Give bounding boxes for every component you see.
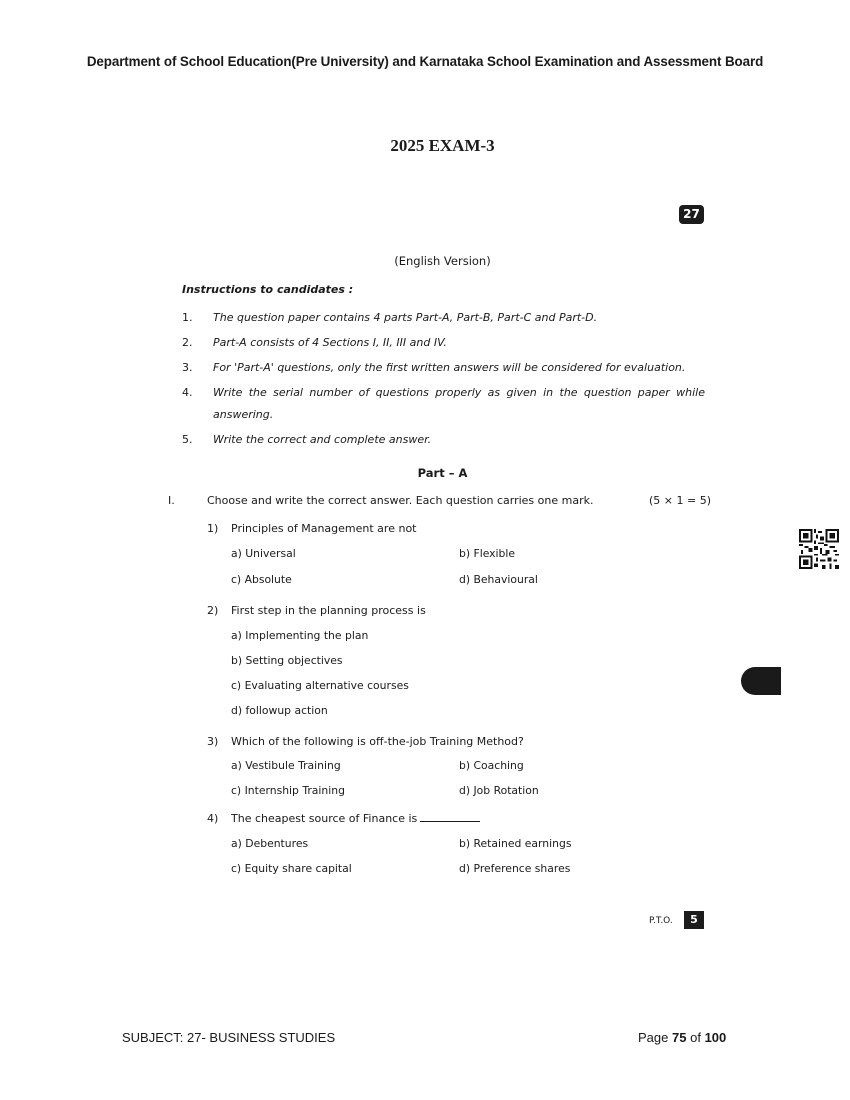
option: d) followup action (231, 704, 328, 717)
question-number: 4) (207, 812, 219, 825)
instruction-text: For 'Part-A' questions, only the first written answers will be considered for evaluation. (213, 361, 686, 374)
page-current: 75 (672, 1030, 687, 1045)
qr-code-icon (799, 529, 839, 569)
option: c) Evaluating alternative courses (231, 679, 409, 692)
option: d) Behavioural (459, 573, 538, 586)
exam-title: 2025 EXAM-3 (390, 136, 495, 155)
side-tab-marker (741, 667, 781, 695)
answer-blank (420, 813, 480, 822)
question-number: 1) (207, 522, 219, 535)
option: b) Setting objectives (231, 654, 343, 667)
section-instruction: Choose and write the correct answer. Each question carries one mark. (207, 494, 594, 507)
footer-page-indicator (638, 1030, 726, 1045)
instruction-number: 1. (182, 311, 193, 324)
page-of: of (690, 1030, 701, 1045)
instruction-number: 2. (182, 336, 193, 349)
question-number: 2) (207, 604, 219, 617)
option: d) Job Rotation (459, 784, 539, 797)
page-number-badge: 5 (684, 911, 704, 929)
question-text-with-blank (231, 812, 480, 825)
instruction-number: 4. (182, 386, 193, 399)
option: a) Implementing the plan (231, 629, 369, 642)
option: a) Vestibule Training (231, 759, 341, 772)
footer-subject: SUBJECT: 27- BUSINESS STUDIES (122, 1030, 336, 1045)
option: a) Debentures (231, 837, 309, 850)
board-header: Department of School Education(Pre University) and Karnataka School Examination and Assessment Board (86, 54, 764, 69)
version-label: (English Version) (394, 254, 491, 268)
instruction-text-continued: answering. (213, 408, 274, 421)
instruction-number: 3. (182, 361, 193, 374)
option: c) Internship Training (231, 784, 345, 797)
question-text: First step in the planning process is (231, 604, 426, 617)
instruction-number: 5. (182, 433, 193, 446)
section-marks: (5 × 1 = 5) (649, 494, 711, 507)
instruction-text: The question paper contains 4 parts Part-A, Part-B, Part-C and Part-D. (213, 311, 598, 324)
option: d) Preference shares (459, 862, 571, 875)
part-title: Part – A (417, 466, 468, 480)
page-total: 100 (704, 1030, 727, 1045)
instruction-text: Write the serial number of questions properly as given in the question paper while (213, 386, 705, 399)
question-number: 3) (207, 735, 219, 748)
instruction-text: Part-A consists of 4 Sections I, II, III and IV. (213, 336, 447, 349)
option: c) Absolute (231, 573, 292, 586)
option: b) Coaching (459, 759, 524, 772)
question-text: Principles of Management are not (231, 522, 417, 535)
option: a) Universal (231, 547, 296, 560)
instructions-heading: Instructions to candidates : (182, 283, 354, 296)
section-number: I. (168, 494, 175, 507)
question-text: The cheapest source of Finance is (231, 812, 418, 825)
page-label: Page (638, 1030, 669, 1045)
option: b) Retained earnings (459, 837, 572, 850)
question-text: Which of the following is off-the-job Training Method? (231, 735, 524, 748)
option: b) Flexible (459, 547, 516, 560)
pto-label: P.T.O. (649, 916, 673, 926)
option: c) Equity share capital (231, 862, 352, 875)
subject-code-badge: 27 (679, 205, 704, 224)
instruction-text: Write the correct and complete answer. (213, 433, 432, 446)
